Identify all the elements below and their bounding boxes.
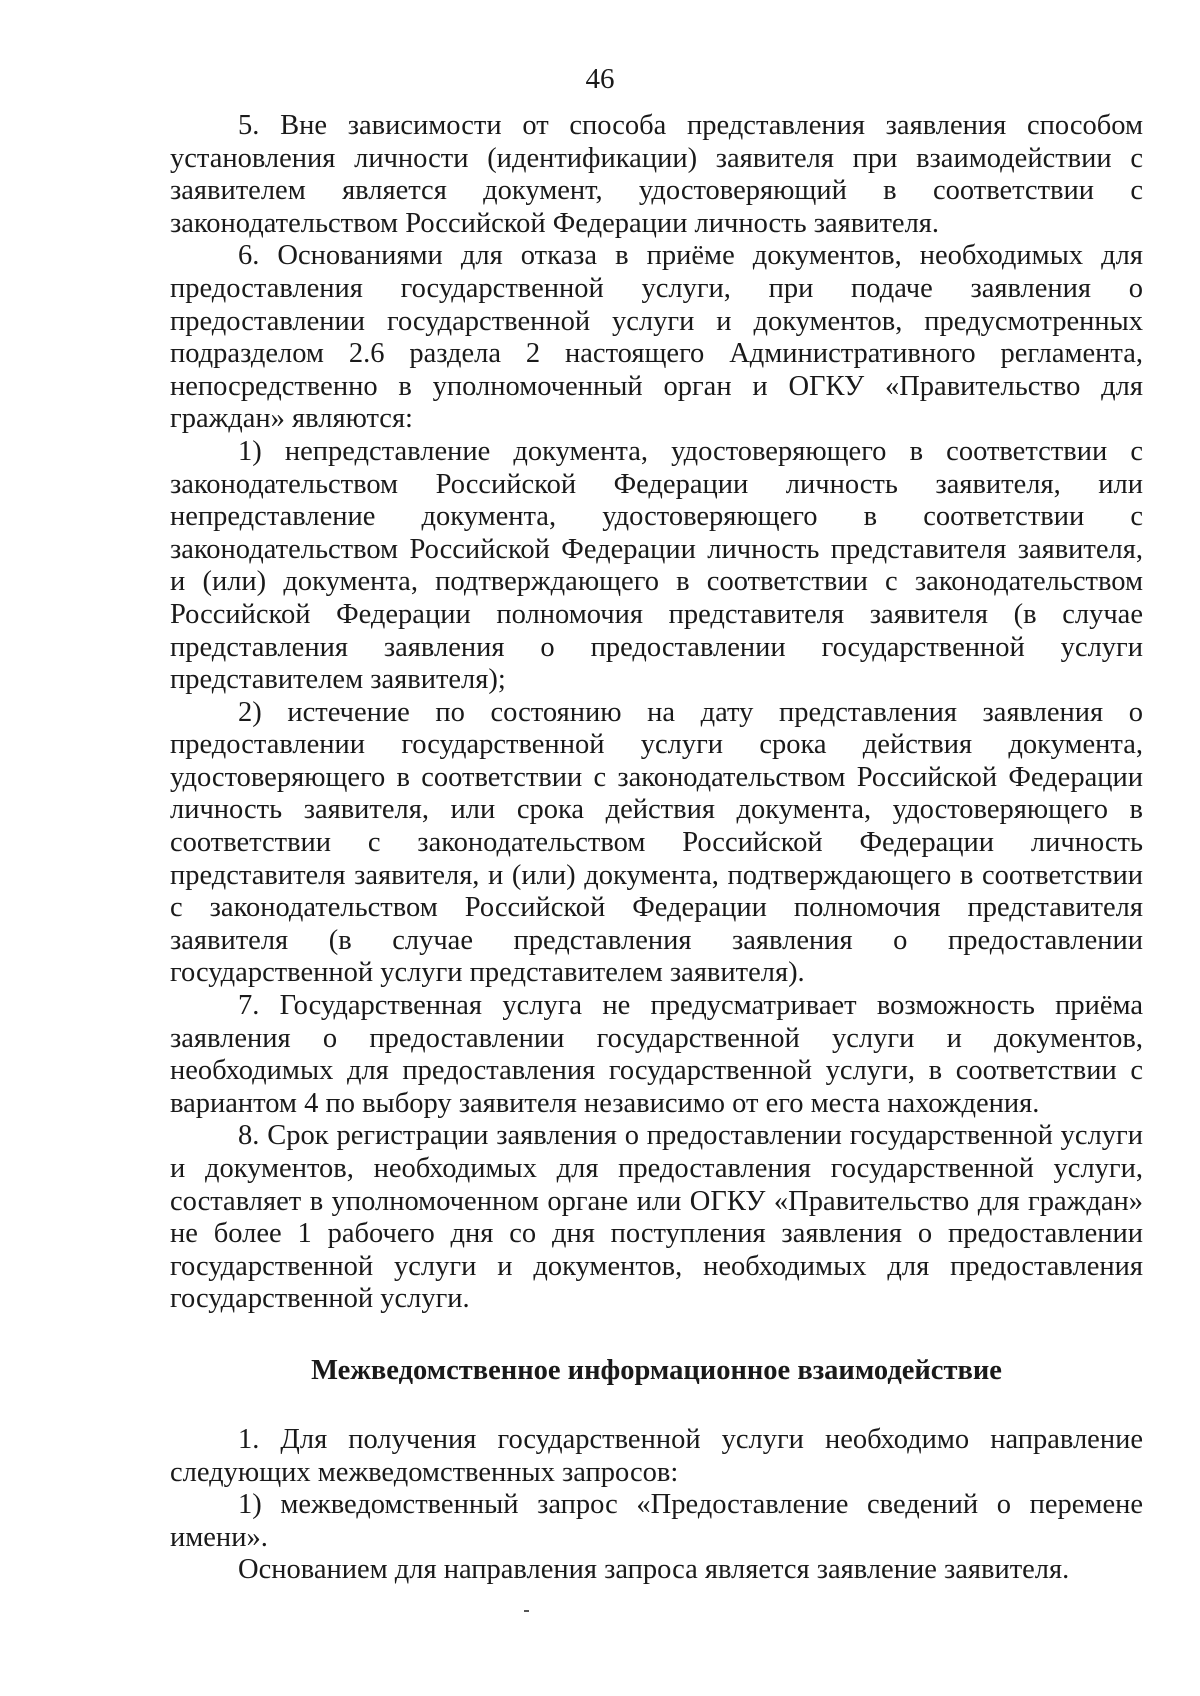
paragraph-interagency-1: 1. Для получения государственной услуги необходимо направление следующих межведомственных запросов: bbox=[170, 1423, 1143, 1488]
paragraph-item-6: 6. Основаниями для отказа в приёме документов, необходимых для предоставления государственной услуги, при подаче заявления о предоставлении государственной услуги и документов, предусмотренных подразделом 2.6 раздела 2 настоящего Административного регламента, непосредственно в уполномоченный орган и ОГКУ «Правительство для граждан» являются: bbox=[170, 240, 1143, 435]
paragraph-basis: Основанием для направления запроса является заявление заявителя. bbox=[238, 1554, 1070, 1586]
section-heading: Межведомственное информационное взаимодействие bbox=[311, 1354, 1002, 1386]
paragraph-item-8: 8. Срок регистрации заявления о предоставлении государственной услуги и документов, необходимых для предоставления государственной услуги, составляет в уполномоченном органе или ОГКУ «Правительство для граждан» не более 1 рабочего дня со дня поступления заявления о предоставлении государственной услуги и документов, необходимых для предоставления государственной услуги. bbox=[170, 1120, 1143, 1315]
paragraph-item-7: 7. Государственная услуга не предусматривает возможность приёма заявления о предоставлении государственной услуги и документов, необходимых для предоставления государственной услуги, в соответствии с вариантом 4 по выбору заявителя независимо от его места нахождения. bbox=[170, 990, 1143, 1119]
subparagraph-1: 1) непредставление документа, удостоверяющего в соответствии с законодательством Российской Федерации личность заявителя, или непредставление документа, удостоверяющего в соответствии с законодательством Российской Федерации личность представителя заявителя, и (или) документа, подтверждающего в соответствии с законодательством Российской Федерации полномочия представителя заявителя (в случае представления заявления о предоставлении государственной услуги представителем заявителя); bbox=[170, 435, 1143, 696]
page-number: 46 bbox=[585, 63, 615, 95]
paragraph-item-5: 5. Вне зависимости от способа представления заявления способом установления личности (идентификации) заявителя при взаимодействии с заявителем является документ, удостоверяющий в соответствии с законодательством Российской Федерации личность заявителя. bbox=[170, 110, 1143, 239]
document-body bbox=[170, 110, 1143, 1587]
subparagraph-interagency-1: 1) межведомственный запрос «Предоставление сведений о перемене имени». bbox=[170, 1489, 1143, 1553]
scan-speck bbox=[524, 1610, 529, 1612]
subparagraph-2: 2) истечение по состоянию на дату представления заявления о предоставлении государственной услуги срока действия документа, удостоверяющего в соответствии с законодательством Российской Федерации личность заявителя, или срока действия документа, удостоверяющего в соответствии с законодательством Российской Федерации личность представителя заявителя, и (или) документа, подтверждающего в соответствии с законодательством Российской Федерации полномочия представителя заявителя (в случае представления заявления о предоставлении государственной услуги представителем заявителя). bbox=[170, 696, 1143, 989]
